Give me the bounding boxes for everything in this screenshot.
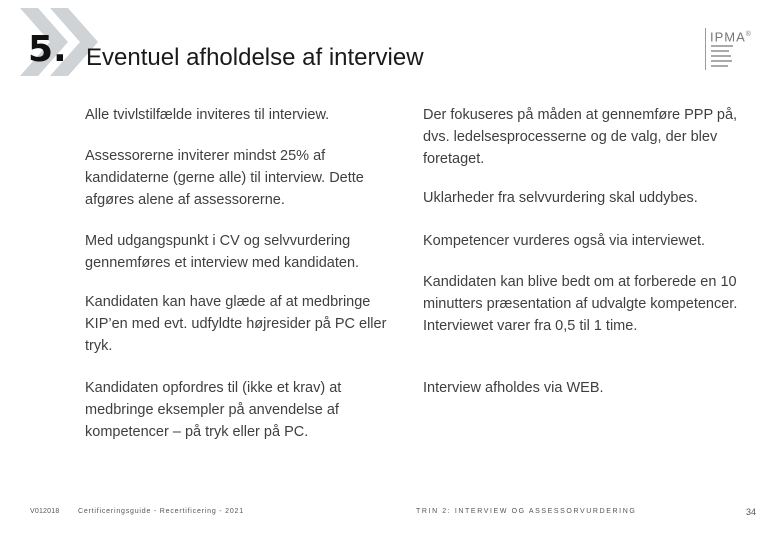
slide-number: 5. (28, 29, 67, 70)
right-text-2: Uklarheder fra selvvurdering skal uddybes. (423, 190, 698, 206)
right-text-5: Interview afholdes via WEB. (423, 380, 604, 396)
footer-section: TRIN 2: INTERVIEW OG ASSESSORVURDERING (416, 508, 637, 515)
right-text-4: Kandidaten kan blive bedt om at forberede en 10 minutters præsentation af udvalgte kompetencer. Interviewet varer fra 0,5 til 1 time. (423, 274, 738, 334)
right-text-3: Kompetencer vurderes også via interviewet. (423, 233, 706, 249)
ipma-logo: IPMA® (705, 28, 765, 70)
footer-version: V012018 (30, 508, 60, 515)
footer-doc-title: Certificeringsguide - Recertificering - 2021 (78, 508, 244, 515)
left-text-1: Alle tvivlstilfælde inviteres til interview. (85, 107, 330, 123)
page-number: 34 (746, 507, 757, 517)
page-title: Eventuel afholdelse af interview (86, 44, 424, 71)
left-text-4: Kandidaten kan have glæde af at medbringe KIP’en med evt. udfyldte højresider på PC eller tryk. (85, 294, 387, 354)
right-text-1: Der fokuseres på måden at gennemføre PPP på, dvs. ledelsesprocesserne og de valg, der blev foretaget. (423, 107, 738, 167)
left-text-5: Kandidaten opfordres til (ikke et krav) at medbringe eksempler på anvendelse af kompetencer – på tryk eller på PC. (85, 380, 342, 440)
left-text-2: Assessorerne inviterer mindst 25% af kandidaterne (gerne alle) til interview. Dette afgøres alene af assessorerne. (85, 148, 364, 208)
left-text-3: Med udgangspunkt i CV og selvvurdering gennemføres et interview med kandidaten. (85, 233, 360, 271)
